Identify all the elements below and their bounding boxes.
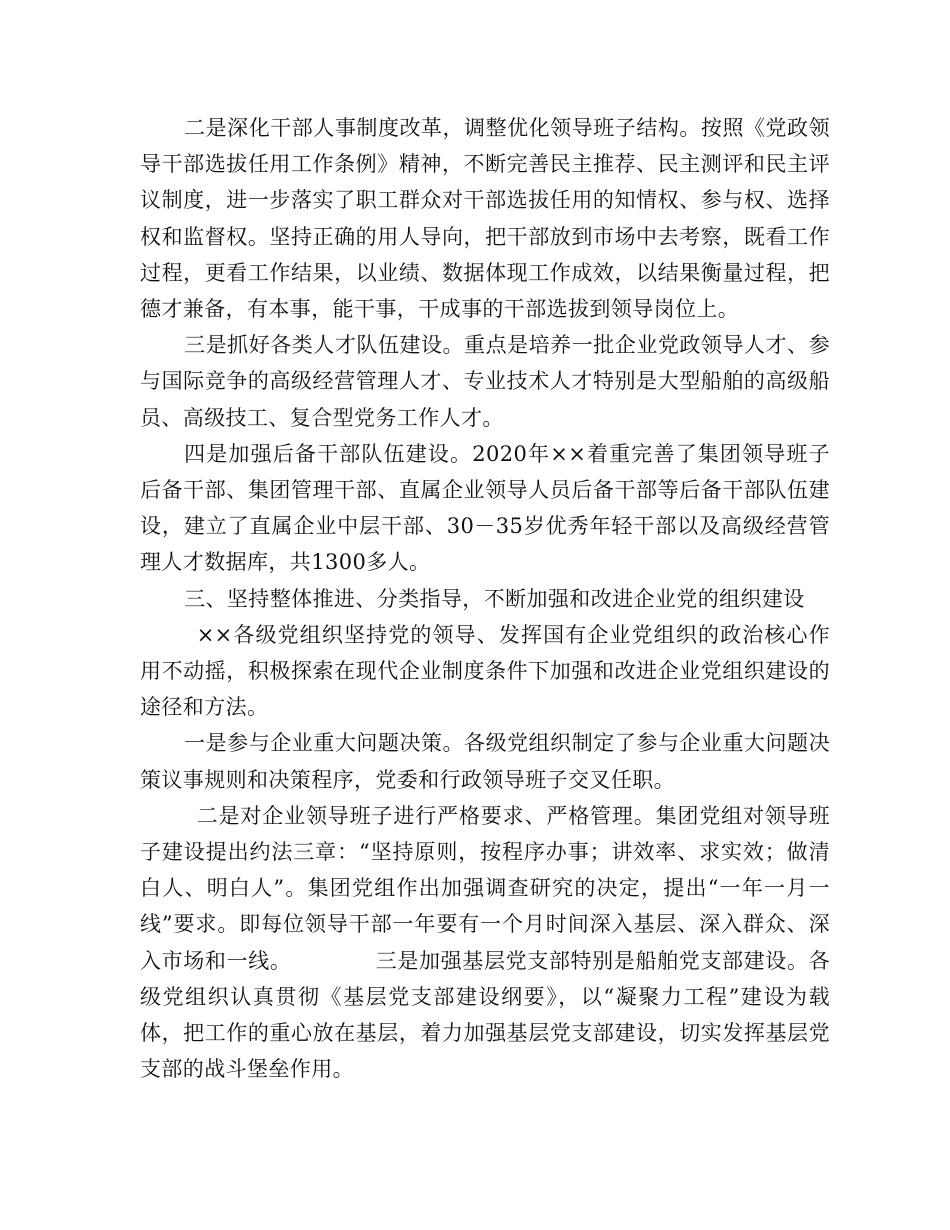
paragraph-leadership-management	[140, 798, 830, 1088]
paragraph-grassroots-branches-text: 三是加强基层党支部特别是船舶党支部建设。各级党组织认真贯彻《基层党支部建设纲要》，以“凝聚力工程”建设为载体，把工作的重心放在基层，着力加强基层党支部建设，切实发挥基层党支部的战斗堡垒作用。	[140, 948, 830, 1082]
paragraph-reserve-cadres: 四是加强后备干部队伍建设。2020年××着重完善了集团领导班子后备干部、集团管理干部、直属企业领导人员后备干部等后备干部队伍建设，建立了直属企业中层干部、30－35岁优秀年轻干部以及高级经营管理人才数据库，共1300多人。	[140, 441, 830, 575]
paragraph-leadership-management-text: 二是对企业领导班子进行严格要求、严格管理。集团党组对领导班子建设提出约法三章：“坚持原则，按程序办事；讲效率、求实效；做清白人、明白人”。集团党组作出加强调查研究的决定，提出“一年一月一线”要求。即每位领导干部一年要有一个月时间深入基层、深入群众、深入市场和一线。	[140, 803, 830, 973]
paragraph-major-decisions: 一是参与企业重大问题决策。各级党组织制定了参与企业重大问题决策议事规则和决策程序，党委和行政领导班子交叉任职。	[140, 731, 830, 792]
document-page	[140, 110, 830, 1087]
paragraph-party-leadership: ××各级党组织坚持党的领导、发挥国有企业党组织的政治核心作用不动摇，积极探索在现代企业制度条件下加强和改进企业党组织建设的途径和方法。	[140, 622, 830, 720]
section-heading-party-organization: 三、坚持整体推进、分类指导，不断加强和改进企业党的组织建设	[184, 586, 805, 611]
paragraph-cadre-reform: 二是深化干部人事制度改革，调整优化领导班子结构。按照《党政领导干部选拔任用工作条例》精神，不断完善民主推荐、民主测评和民主评议制度，进一步落实了职工群众对干部选拔任用的知情权、参与权、选择权和监督权。坚持正确的用人导向，把干部放到市场中去考察，既看工作过程，更看工作结果，以业绩、数据体现工作成效，以结果衡量过程，把德才兼备，有本事，能干事，干成事的干部选拔到领导岗位上。	[140, 116, 830, 322]
paragraph-talent-teams: 三是抓好各类人才队伍建设。重点是培养一批企业党政领导人才、参与国际竞争的高级经营管理人才、专业技术人才特别是大型船舶的高级船员、高级技工、复合型党务工作人才。	[140, 333, 830, 430]
